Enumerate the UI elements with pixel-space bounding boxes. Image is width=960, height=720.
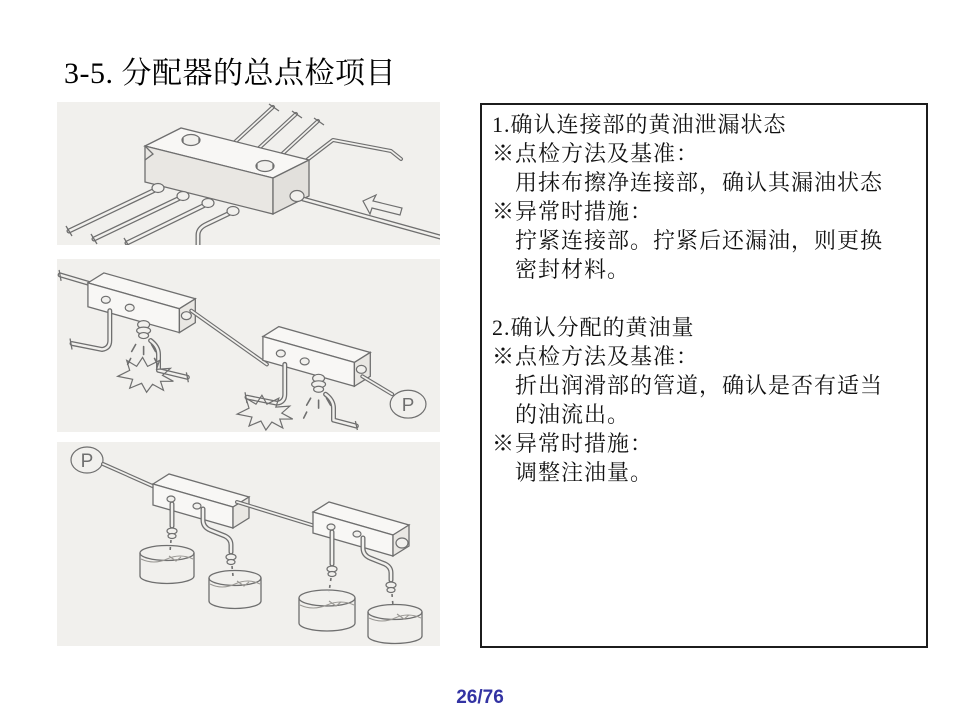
- note-line: ※点检方法及基准：: [492, 141, 700, 166]
- oil-cup-4: [368, 605, 422, 644]
- figure-grease-leak: [57, 259, 440, 432]
- note-line: ※点检方法及基准：: [492, 344, 700, 369]
- oil-cups-illustration: [57, 442, 440, 646]
- note-line: ※异常时措施：: [492, 431, 654, 456]
- page-title: 3-5. 分配器的总点检项目: [64, 57, 396, 90]
- pump-symbol: [362, 376, 426, 418]
- note-line: 1.确认连接部的黄油泄漏状态: [492, 112, 787, 137]
- figure-oil-cups: [57, 442, 440, 646]
- oil-cup-2: [209, 571, 261, 609]
- hex-bolt: [256, 161, 274, 172]
- note-line: 折出润滑部的管道，确认是否有适当: [492, 373, 884, 398]
- page-number: 26/76: [456, 687, 504, 708]
- note-line: 用抹布擦净连接部，确认其漏油状态: [492, 170, 884, 195]
- note-line: 拧紧连接部。拧紧后还漏油，则更换: [492, 228, 884, 253]
- leak-point-2: [237, 374, 357, 430]
- pump-label: P: [401, 395, 415, 417]
- note-line: [492, 284, 918, 313]
- inlet-pipe: [290, 191, 440, 238]
- note-line: 密封材料。: [492, 257, 631, 282]
- note-line: ※异常时措施：: [492, 199, 654, 224]
- grease-splat: [118, 357, 174, 392]
- grease-leak-illustration: [57, 259, 440, 432]
- note-line: 2.确认分配的黄油量: [492, 315, 695, 340]
- inspection-notes-box: [480, 103, 928, 648]
- figure-distributor-block: [57, 102, 440, 245]
- note-line: 的油流出。: [492, 402, 631, 427]
- pump-label: P: [80, 451, 94, 472]
- distributor-block-illustration: [57, 102, 440, 245]
- flow-arrow-icon: [363, 195, 402, 215]
- pump-symbol: [71, 447, 157, 488]
- note-line: 调整注油量。: [492, 460, 654, 485]
- feed-pipe: [327, 532, 337, 592]
- oil-cup-3: [299, 590, 355, 631]
- oil-cup-1: [140, 546, 194, 584]
- hex-bolt: [182, 135, 200, 146]
